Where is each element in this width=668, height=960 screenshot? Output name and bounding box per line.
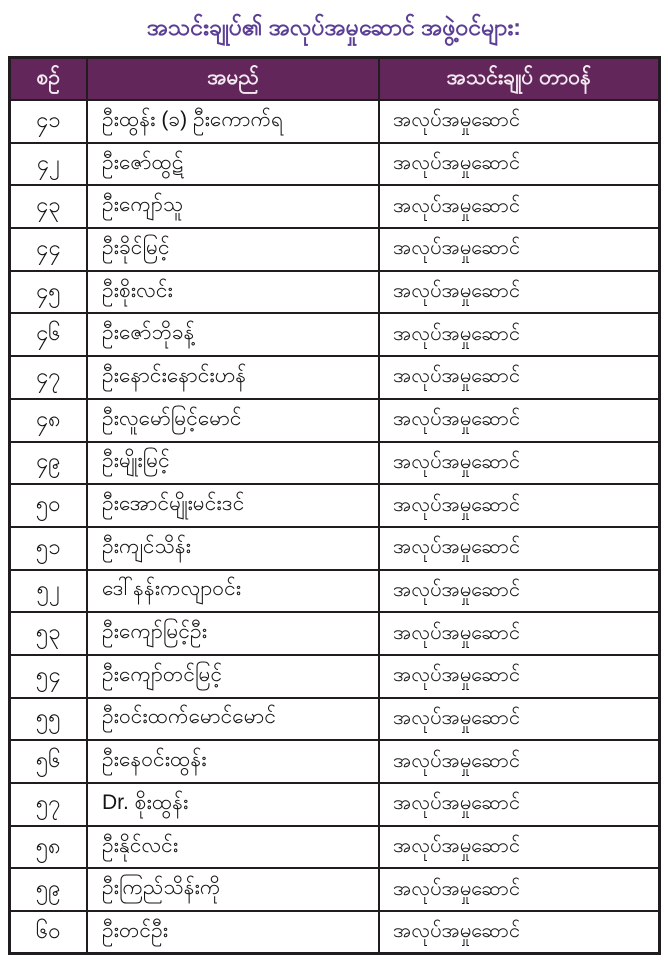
row-number: ၄၂ (9, 143, 87, 186)
member-name: ဒေါ်နန်းကလျာဝင်း (87, 570, 379, 613)
member-name: ဦးစိုးလင်း (87, 271, 379, 314)
member-name: ဦးကျော်သူ (87, 185, 379, 228)
member-role: အလုပ်အမှုဆောင် (379, 356, 659, 399)
table-row (9, 484, 659, 527)
row-number: ၅၃ (9, 612, 87, 655)
table-row (9, 783, 659, 826)
table-header (9, 58, 659, 101)
member-name: ဦးကျင်သိန်း (87, 527, 379, 570)
table-row (9, 100, 659, 143)
row-number: ၄၃ (9, 185, 87, 228)
member-name: Dr. စိုးထွန်း (87, 783, 379, 826)
member-role: အလုပ်အမှုဆောင် (379, 783, 659, 826)
member-role: အလုပ်အမှုဆောင် (379, 100, 659, 143)
table-row (9, 911, 659, 954)
table-row (9, 399, 659, 442)
member-role: အလုပ်အမှုဆောင် (379, 570, 659, 613)
member-name: ဦးကြည်သိန်းကို (87, 868, 379, 911)
table-row (9, 442, 659, 485)
row-number: ၅၄ (9, 655, 87, 698)
table-body (9, 100, 659, 954)
header-cell-name: အမည် (87, 58, 379, 101)
member-name: ဦးတင်ဦး (87, 911, 379, 954)
header-cell-no: စဉ် (9, 58, 87, 101)
member-name: ဦးထွန်း (ခ) ဦးကောက်ရ (87, 100, 379, 143)
table-row (9, 612, 659, 655)
member-role: အလုပ်အမှုဆောင် (379, 484, 659, 527)
row-number: ၅၇ (9, 783, 87, 826)
member-role: အလုပ်အမှုဆောင် (379, 527, 659, 570)
member-name: ဦးခိုင်မြင့် (87, 228, 379, 271)
row-number: ၄၈ (9, 399, 87, 442)
table-row (9, 740, 659, 783)
member-role: အလုပ်အမှုဆောင် (379, 868, 659, 911)
row-number: ၄၄ (9, 228, 87, 271)
table-row (9, 271, 659, 314)
member-role: အလုပ်အမှုဆောင် (379, 185, 659, 228)
member-role: အလုပ်အမှုဆောင် (379, 698, 659, 741)
row-number: ၄၇ (9, 356, 87, 399)
row-number: ၅၅ (9, 698, 87, 741)
table-row (9, 570, 659, 613)
member-role: အလုပ်အမှုဆောင် (379, 271, 659, 314)
row-number: ၅၀ (9, 484, 87, 527)
table-row (9, 143, 659, 186)
row-number: ၄၉ (9, 442, 87, 485)
member-role: အလုပ်အမှုဆောင် (379, 399, 659, 442)
member-name: ဦးနောင်းနောင်းဟန် (87, 356, 379, 399)
member-name: ဦးဇော်ဘိုခန့် (87, 313, 379, 356)
member-role: အလုပ်အမှုဆောင် (379, 313, 659, 356)
row-number: ၄၅ (9, 271, 87, 314)
table-row (9, 698, 659, 741)
table-row (9, 826, 659, 869)
header-row (9, 58, 659, 101)
row-number: ၅၈ (9, 826, 87, 869)
table-row (9, 527, 659, 570)
member-name: ဦးဝင်းထက်မောင်မောင် (87, 698, 379, 741)
member-role: အလုပ်အမှုဆောင် (379, 911, 659, 954)
member-role: အလုပ်အမှုဆောင် (379, 826, 659, 869)
row-number: ၅၂ (9, 570, 87, 613)
member-name: ဦးကျော်မြင့်ဦး (87, 612, 379, 655)
member-name: ဦးမျိုးမြင့် (87, 442, 379, 485)
member-name: ဦးအောင်မျိုးမင်းဒင် (87, 484, 379, 527)
row-number: ၅၉ (9, 868, 87, 911)
member-role: အလုပ်အမှုဆောင် (379, 442, 659, 485)
member-role: အလုပ်အမှုဆောင် (379, 228, 659, 271)
row-number: ၅၆ (9, 740, 87, 783)
table-row (9, 868, 659, 911)
member-role: အလုပ်အမှုဆောင် (379, 655, 659, 698)
member-role: အလုပ်အမှုဆောင် (379, 740, 659, 783)
page-title: အသင်းချုပ်၏ အလုပ်အမှုဆောင် အဖွဲ့ဝင်များ: (147, 14, 521, 40)
table-row (9, 313, 659, 356)
member-name: ဦးဇော်ထွဋ် (87, 143, 379, 186)
member-role: အလုပ်အမှုဆောင် (379, 143, 659, 186)
member-name: ဦးနေဝင်းထွန်း (87, 740, 379, 783)
members-table (8, 56, 661, 955)
member-name: ဦးနိုင်လင်း (87, 826, 379, 869)
row-number: ၄၆ (9, 313, 87, 356)
row-number: ၅၁ (9, 527, 87, 570)
row-number: ၆၀ (9, 911, 87, 954)
row-number: ၄၁ (9, 100, 87, 143)
table-row (9, 228, 659, 271)
table-row (9, 185, 659, 228)
member-name: ဦးကျော်တင်မြင့် (87, 655, 379, 698)
table-row (9, 655, 659, 698)
header-cell-role: အသင်းချုပ် တာဝန် (379, 58, 659, 101)
table-row (9, 356, 659, 399)
member-name: ဦးလူမော်မြင့်မောင် (87, 399, 379, 442)
member-role: အလုပ်အမှုဆောင် (379, 612, 659, 655)
